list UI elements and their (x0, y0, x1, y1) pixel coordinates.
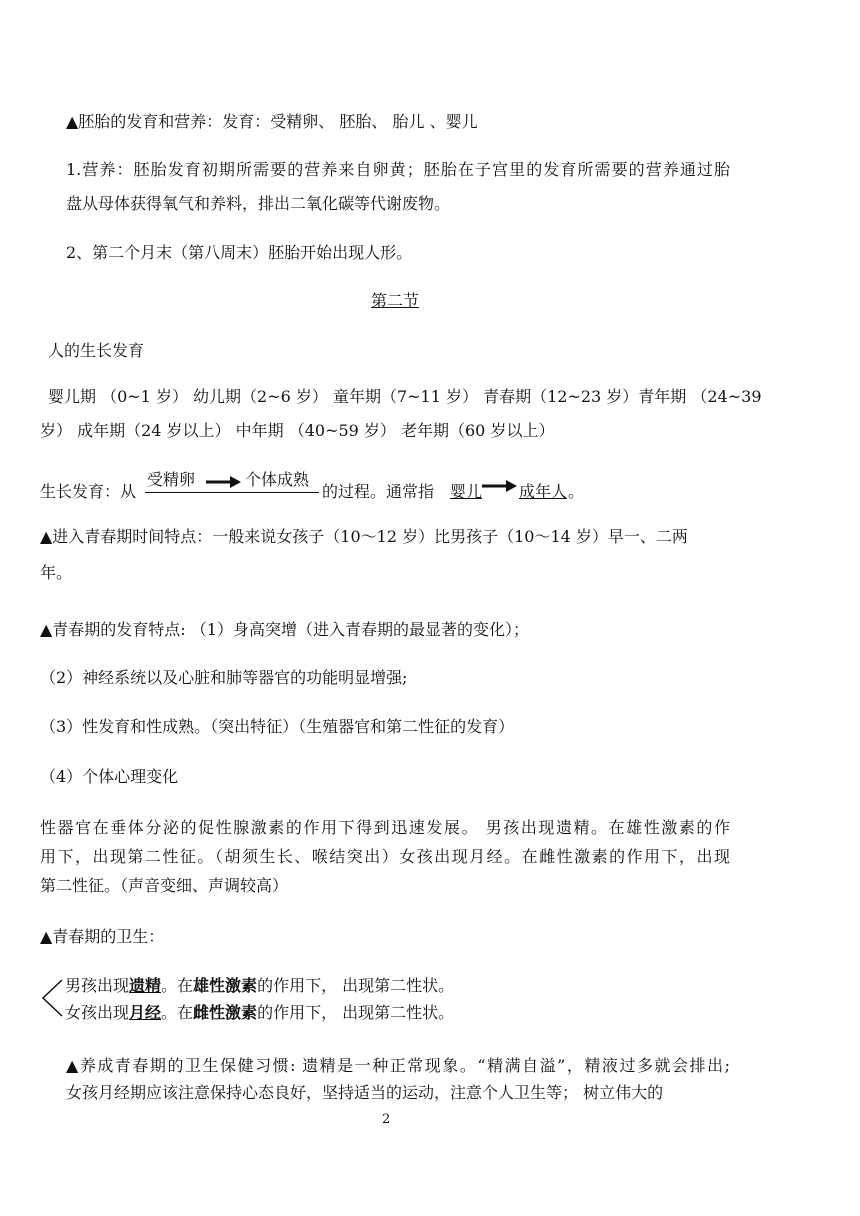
text-line: （4）个体心理变化 (40, 767, 179, 786)
text-line: （3）性发育和性成熟。（突出特征）（生殖器官和第二性征的发育） (40, 717, 515, 736)
text-line: 岁） 成年期（24 岁以上） 中年期 （40~59 岁） 老年期（60 岁以上） (40, 421, 555, 440)
text-line: 人的生长发育 (48, 341, 145, 360)
text-line: （2）神经系统以及心脏和肺等器官的功能明显增强; (40, 668, 408, 687)
text-line: 婴儿期 （0~1 岁） 幼儿期（2~6 岁） 童年期（7~11 岁） 青春期（12~23 岁）青年期 （24~39 (48, 387, 762, 406)
text-line: 性器官在垂体分泌的促性腺激素的作用下得到迅速发展。 男孩出现遗精。在雄性激素的作 (40, 818, 730, 837)
text-line: ▲胚胎的发育和营养：发育：受精卵、 胚胎、 胎儿 、婴儿 (66, 112, 478, 131)
right-arrow-icon (206, 474, 242, 490)
text-line: 生长发育：从 (40, 482, 137, 501)
text-line: 第二性征。（声音变细、声调较高） (40, 876, 289, 895)
growth-to-label: 个体成熟 (245, 470, 310, 489)
text-line: 1.营养：胚胎发育初期所需要的营养来自卵黄；胚胎在子宫里的发育所需要的营养通过胎 (66, 160, 730, 179)
text-line: 2、第二个月末（第八周末）胚胎开始出现人形。 (66, 243, 413, 262)
boy-line: 男孩出现遗精。在雄性激素的作用下， 出现第二性状。 (65, 976, 455, 995)
growth-from-label: 受精卵 (147, 470, 196, 489)
text-line: 。 (568, 482, 585, 501)
text-line: ▲青春期的发育特点: （1）身高突增（进入青春期的最显著的变化）； (40, 620, 529, 639)
growth-infant: 婴儿 (450, 482, 483, 501)
page-number: 2 (382, 1112, 391, 1127)
underline (145, 492, 319, 493)
text-line: 年。 (40, 563, 73, 582)
girl-line: 女孩出现月经。在雌性激素的作用下， 出现第二性状。 (65, 1003, 455, 1022)
text-line: 的过程。通常指 (322, 482, 435, 501)
right-arrow-icon (482, 478, 518, 494)
section-title: 第二节 (371, 291, 420, 310)
text-line: 用下，出现第二性征。（胡须生长、喉结突出）女孩出现月经。在雌性激素的作用下，出现 (40, 847, 730, 866)
text-line: ▲养成青春期的卫生保健习惯: 遗精是一种正常现象。“精满自溢”，精液过多就会排出; (66, 1056, 730, 1075)
text-line: ▲进入青春期时间特点：一般来说女孩子（10～12 岁）比男孩子（10～14 岁）早一、二两 (40, 527, 688, 546)
left-bracket-icon (40, 978, 64, 1018)
growth-adult: 成年人 (519, 482, 568, 501)
text-line: ▲青春期的卫生： (40, 927, 165, 946)
text-line: 女孩月经期应该注意保持心态良好，坚持适当的运动，注意个人卫生等； 树立伟大的 (66, 1083, 664, 1102)
text-line: 盘从母体获得氧气和养料，排出二氧化碳等代谢废物。 (66, 194, 451, 213)
